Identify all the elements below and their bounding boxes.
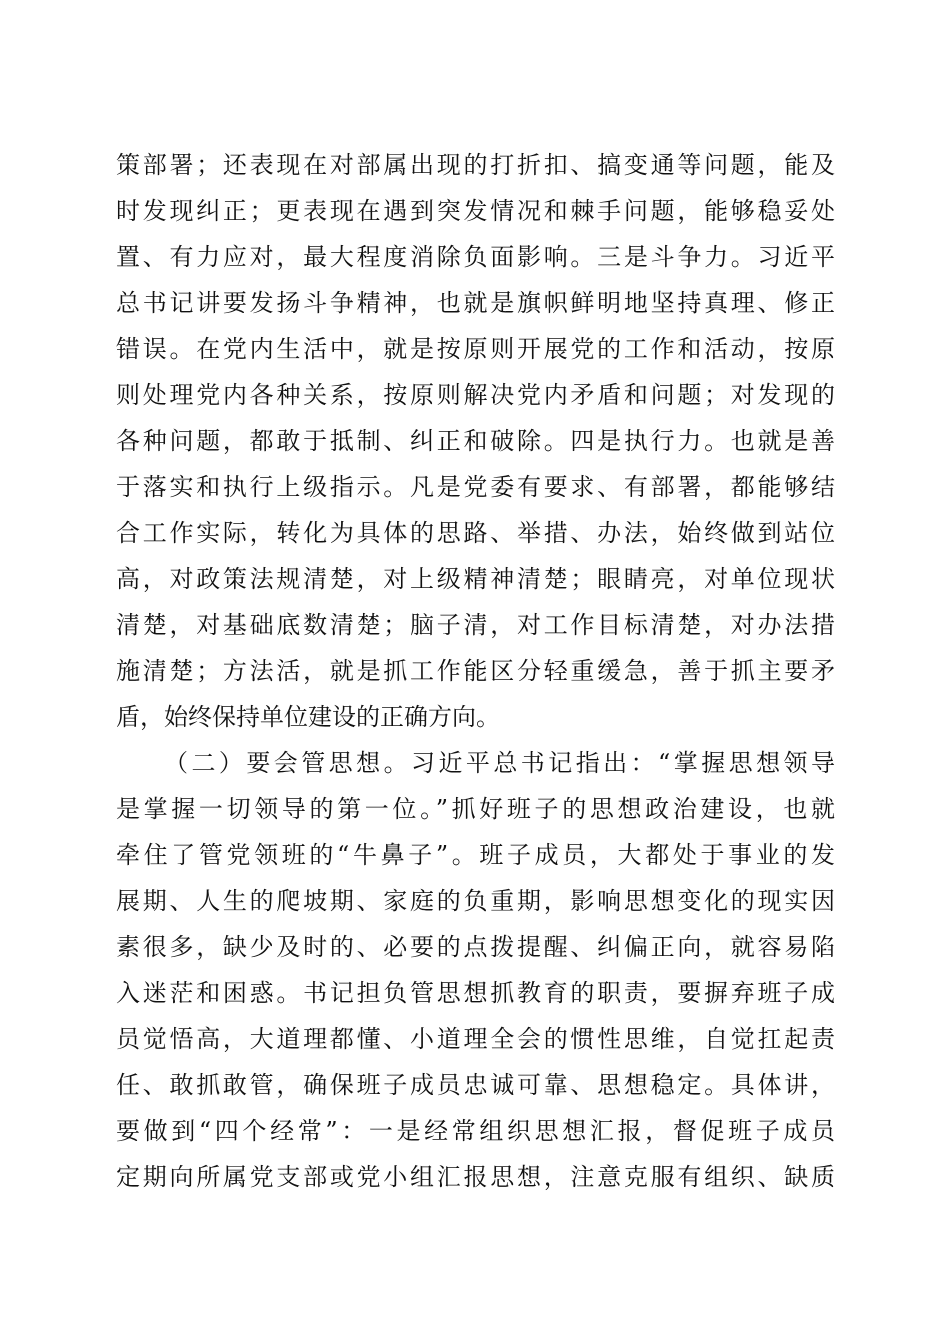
- text-line: 各种问题，都敢于抵制、纠正和破除。四是执行力。也就是善: [116, 427, 835, 455]
- text-line: 于落实和执行上级指示。凡是党委有要求、有部署，都能够结: [116, 473, 835, 501]
- text-line: 员觉悟高，大道理都懂、小道理全会的惯性思维，自觉扛起责: [116, 1025, 835, 1053]
- text-line: 要做到“四个经常”：一是经常组织思想汇报，督促班子成员: [116, 1117, 835, 1145]
- text-line: 置、有力应对，最大程度消除负面影响。三是斗争力。习近平: [116, 243, 835, 271]
- text-line: 错误。在党内生活中，就是按原则开展党的工作和活动，按原: [116, 335, 835, 363]
- text-line: 清楚，对基础底数清楚；脑子清，对工作目标清楚，对办法措: [116, 611, 835, 639]
- section-heading-line: （二）要会管思想。习近平总书记指出：“掌握思想领导: [164, 749, 835, 777]
- text-line: 高，对政策法规清楚，对上级精神清楚；眼睛亮，对单位现状: [116, 565, 835, 593]
- text-line: 展期、人生的爬坡期、家庭的负重期，影响思想变化的现实因: [116, 887, 835, 915]
- text-line: 盾，始终保持单位建设的正确方向。: [116, 703, 500, 731]
- text-line: 素很多，缺少及时的、必要的点拨提醒、纠偏正向，就容易陷: [116, 933, 835, 961]
- text-line: 策部署；还表现在对部属出现的打折扣、搞变通等问题，能及: [116, 151, 835, 179]
- text-line: 合工作实际，转化为具体的思路、举措、办法，始终做到站位: [116, 519, 835, 547]
- text-line: 牵住了管党领班的“牛鼻子”。班子成员，大都处于事业的发: [116, 841, 835, 869]
- text-line: 定期向所属党支部或党小组汇报思想，注意克服有组织、缺质: [116, 1163, 835, 1191]
- text-line: 施清楚；方法活，就是抓工作能区分轻重缓急，善于抓主要矛: [116, 657, 835, 685]
- text-line: 任、敢抓敢管，确保班子成员忠诚可靠、思想稳定。具体讲，: [116, 1071, 835, 1099]
- text-line: 则处理党内各种关系，按原则解决党内矛盾和问题；对发现的: [116, 381, 835, 409]
- text-line: 是掌握一切领导的第一位。”抓好班子的思想政治建设，也就: [116, 795, 835, 823]
- text-line: 入迷茫和困惑。书记担负管思想抓教育的职责，要摒弃班子成: [116, 979, 835, 1007]
- text-line: 总书记讲要发扬斗争精神，也就是旗帜鲜明地坚持真理、修正: [116, 289, 835, 317]
- text-line: 时发现纠正；更表现在遇到突发情况和棘手问题，能够稳妥处: [116, 197, 835, 225]
